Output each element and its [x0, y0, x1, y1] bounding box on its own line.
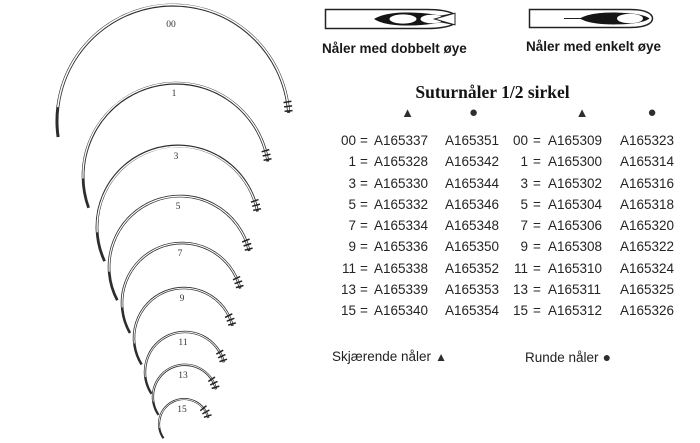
article-number-cutting: A165302: [548, 175, 603, 191]
needle-eye-mark: [245, 248, 253, 250]
article-number-cutting: A165339: [374, 282, 429, 298]
equals-sign: =: [360, 303, 368, 319]
article-number-cutting: A165330: [374, 175, 429, 191]
needle-arc: [159, 399, 211, 438]
article-number-table: [326, 130, 686, 322]
needle-size: 7: [348, 218, 356, 234]
needle-size: 15: [512, 303, 528, 319]
article-number-round: A165350: [445, 239, 500, 255]
double-eye-needle-icon: [324, 7, 457, 31]
needle-size: 00: [340, 133, 356, 148]
article-number-cutting: A165304: [548, 196, 603, 212]
needle-size-label: 3: [173, 152, 179, 162]
needle-size: 9: [520, 239, 528, 255]
needle-eye-mark: [284, 106, 292, 107]
article-number-round: A165352: [445, 260, 500, 276]
article-number-cutting: A165308: [548, 239, 603, 255]
article-number-round: A165322: [620, 239, 675, 255]
article-number-cutting: A165306: [548, 218, 603, 234]
needle-size-label: 1: [171, 89, 177, 99]
article-number-round: A165323: [620, 133, 675, 148]
article-number-round: A165324: [620, 260, 675, 276]
needle-eye-mark: [228, 323, 236, 325]
needle-eye-mark: [262, 150, 270, 152]
needle-size: 7: [520, 218, 528, 234]
article-number-round: A165346: [445, 196, 500, 212]
needle-size-label: 7: [177, 249, 183, 259]
article-number-cutting: A165332: [374, 196, 429, 212]
article-number-round: A165325: [620, 282, 675, 298]
article-number-round: A165353: [445, 282, 500, 298]
equals-sign: =: [360, 239, 368, 255]
article-number-round: A165348: [445, 218, 500, 234]
needle-size-label: 13: [178, 371, 188, 381]
article-number-round: A165354: [445, 303, 500, 319]
cutting-needle-icon: ▲: [401, 105, 414, 120]
needle-size-label: 00: [166, 20, 176, 30]
equals-sign: =: [533, 196, 541, 212]
needle-size-label: 5: [175, 202, 181, 212]
right-panel: [320, 0, 700, 443]
article-number-round: A165326: [620, 303, 675, 319]
article-number-round: A165344: [445, 175, 500, 191]
needle-size: 3: [520, 175, 528, 191]
equals-sign: =: [360, 218, 368, 234]
needle-arc: [57, 5, 293, 137]
needle-size: 11: [513, 260, 528, 276]
article-number-cutting: A165334: [374, 218, 429, 234]
double-eye-label: Nåler med dobbelt øye: [322, 41, 467, 56]
needle-eye-mark: [285, 111, 293, 112]
table-title: Suturnåler 1/2 sirkel: [415, 82, 570, 102]
article-number-round: A165318: [620, 196, 675, 212]
article-number-round: A165320: [620, 218, 675, 234]
article-number-round: A165342: [445, 154, 500, 170]
needle-size: 00: [512, 133, 528, 148]
equals-sign: =: [533, 239, 541, 255]
equals-sign: =: [360, 260, 368, 276]
cutting-needle-icon: ▲: [575, 105, 589, 120]
needle-size: 1: [348, 154, 356, 170]
needle-size: 9: [348, 239, 356, 255]
article-number-cutting: A165336: [374, 239, 429, 255]
needle-size-label: 15: [177, 405, 187, 415]
equals-sign: =: [533, 282, 541, 298]
needle-eye-mark: [264, 159, 272, 160]
needle-size: 5: [520, 196, 528, 212]
equals-sign: =: [360, 196, 368, 212]
article-number-round: A165316: [620, 175, 675, 191]
round-needle-icon: ●: [468, 104, 479, 121]
needle-size: 5: [348, 196, 356, 212]
article-number-cutting: A165311: [548, 282, 602, 298]
round-needle-icon: ●: [602, 349, 612, 365]
equals-sign: =: [533, 175, 541, 191]
needle-size: 11: [341, 260, 356, 276]
needle-fan-illustration: [0, 0, 320, 443]
equals-sign: =: [533, 303, 541, 319]
needle-size: 15: [340, 303, 356, 319]
needle-eye-mark: [263, 154, 271, 156]
equals-sign: =: [360, 154, 368, 170]
article-number-cutting: A165338: [374, 260, 429, 276]
legend-round: [525, 349, 611, 365]
needle-eye-mark: [236, 286, 244, 288]
article-number-cutting: A165300: [548, 154, 603, 170]
needle-size-label: 9: [179, 294, 185, 304]
legend-cutting-label: Skjærende nåler: [332, 349, 432, 364]
legend-cutting: [332, 349, 447, 364]
needle-size: 1: [520, 154, 528, 170]
equals-sign: =: [533, 154, 541, 170]
needle-eye-mark: [253, 209, 261, 211]
equals-sign: =: [533, 133, 541, 148]
single-eye-needle-icon: [528, 7, 655, 30]
needle-size: 13: [512, 282, 528, 298]
needle-eye-mark: [284, 101, 292, 102]
single-eye-label: Nåler med enkelt øye: [526, 39, 662, 54]
column-symbols-row: [326, 104, 686, 122]
equals-sign: =: [360, 175, 368, 191]
needle-size: 3: [348, 175, 356, 191]
needle-size: 13: [340, 282, 356, 298]
article-number-round: A165351: [445, 133, 500, 148]
equals-sign: =: [360, 133, 368, 148]
article-number-cutting: A165337: [374, 133, 429, 148]
article-number-cutting: A165309: [548, 133, 603, 148]
article-number-cutting: A165328: [374, 154, 429, 170]
article-number-round: A165314: [620, 154, 675, 170]
equals-sign: =: [533, 260, 541, 276]
needle-size-label: 11: [178, 338, 188, 348]
round-needle-icon: ●: [647, 104, 657, 121]
article-number-cutting: A165310: [548, 260, 603, 276]
article-number-cutting: A165312: [548, 303, 603, 319]
legend-round-label: Runde nåler: [525, 350, 599, 365]
equals-sign: =: [360, 282, 368, 298]
cutting-needle-icon: ▲: [435, 350, 447, 364]
article-number-cutting: A165340: [374, 303, 429, 319]
equals-sign: =: [533, 218, 541, 234]
needle-eye-mark: [252, 204, 260, 206]
